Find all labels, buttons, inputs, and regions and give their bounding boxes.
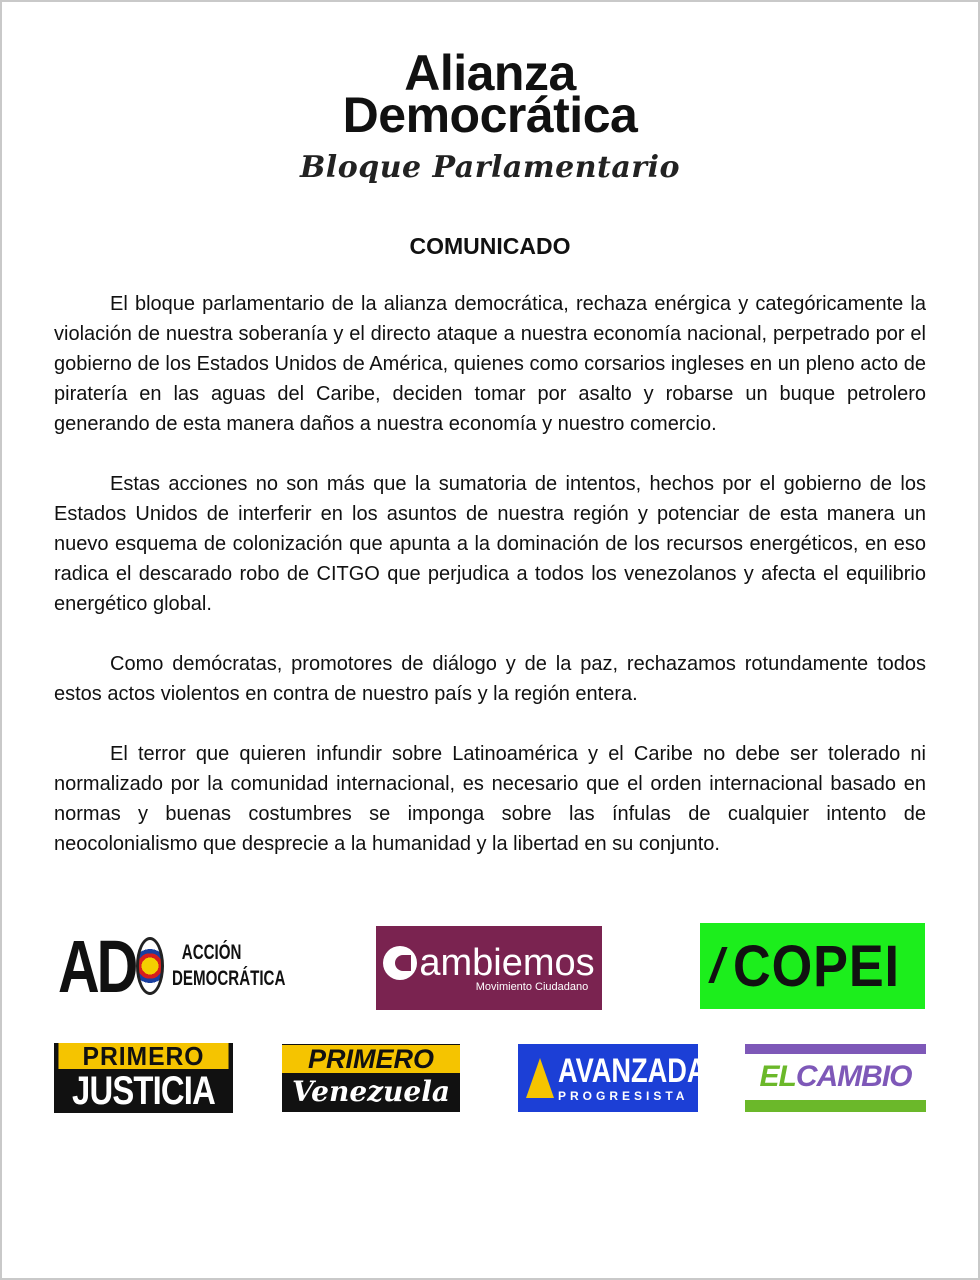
- pv-top: PRIMERO: [282, 1045, 460, 1073]
- copei-arrow-icon: /: [710, 939, 724, 993]
- ad-name: [172, 940, 286, 992]
- letterhead: [0, 45, 980, 185]
- cambiemos-name: ambiemos: [419, 942, 595, 984]
- copei-logo: [700, 923, 925, 1009]
- el-cambio-el: EL: [759, 1060, 796, 1093]
- cambiemos-logo: [376, 926, 602, 1010]
- document-body: [54, 289, 926, 889]
- pj-top: PRIMERO: [58, 1043, 228, 1069]
- cambiemos-subtitle: Movimiento Ciudadano: [475, 981, 589, 993]
- document-heading: COMUNICADO: [409, 233, 571, 259]
- pj-bottom: JUSTICIA: [72, 1069, 215, 1113]
- primero-venezuela-logo: [282, 1044, 460, 1112]
- avanzada-a-icon: [526, 1058, 554, 1098]
- paragraph: Como demócratas, promotores de diálogo y de la paz, rechazamos rotundamente todos estos actos violentos en contra de nuestro país y la región entera.: [54, 653, 926, 705]
- paragraph: El terror que quieren infundir sobre Latinoamérica y el Caribe no debe ser tolerado ni normalizado por la comunidad internacional, es necesario que el orden internacional basado en normas y buenas costumbres se imponga sobre las ínfulas de cualquier intento de neocolonialismo que desprecie a la humanidad y la libertad en su conjunto.: [54, 743, 926, 855]
- avanzada-name: AVANZADA: [558, 1052, 707, 1090]
- ad-name-line2: DEMOCRÁTICA: [172, 967, 286, 990]
- subtitle: Bloque Parlamentario: [299, 150, 681, 185]
- primero-justicia-logo: [54, 1043, 233, 1113]
- el-cambio-top-bar: [745, 1044, 926, 1054]
- el-cambio-bottom-bar: [745, 1100, 926, 1112]
- title-line-2: Democrática: [342, 87, 638, 143]
- copei-name: COPEI: [733, 933, 901, 999]
- paragraph: El bloque parlamentario de la alianza democrática, rechaza enérgica y categóricamente la violación de nuestra soberanía y el directo ataque a nuestra economía nacional, perpetrado por el gobierno de los Estados Unidos de América, quienes como corsarios ingleses en un pleno acto de piratería en las aguas del Caribe, deciden tomar por asalto y robarse un buque petrolero generando de esta manera daños a nuestra economía y nuestro comercio.: [54, 293, 926, 435]
- accion-democratica-logo: [58, 924, 286, 1008]
- ad-name-line1: ACCIÓN: [181, 941, 242, 964]
- el-cambio-logo: [745, 1044, 926, 1112]
- avanzada-progresista-logo: [518, 1044, 707, 1112]
- pv-bottom: Venezuela: [292, 1075, 450, 1108]
- paragraph: Estas acciones no son más que la sumatoria de intentos, hechos por el gobierno de los Estados Unidos de interferir en los asuntos de nuestra región y potenciar de esta manera un nuevo esquema de colonización que apunta a la dominación de los recursos energéticos, en eso radica el descarado robo de CITGO que perjudica a todos los venezolanos y afecta el equilibrio energético global.: [54, 473, 926, 615]
- avanzada-subtitle: PROGRESISTA: [558, 1089, 689, 1103]
- cambiemos-c-icon: [383, 946, 417, 980]
- title-line-1: Alianza: [404, 45, 576, 101]
- el-cambio-cambio: CAMBIO: [795, 1060, 912, 1093]
- ad-letters: AD: [58, 924, 136, 1008]
- ad-seal-icon: [136, 937, 164, 995]
